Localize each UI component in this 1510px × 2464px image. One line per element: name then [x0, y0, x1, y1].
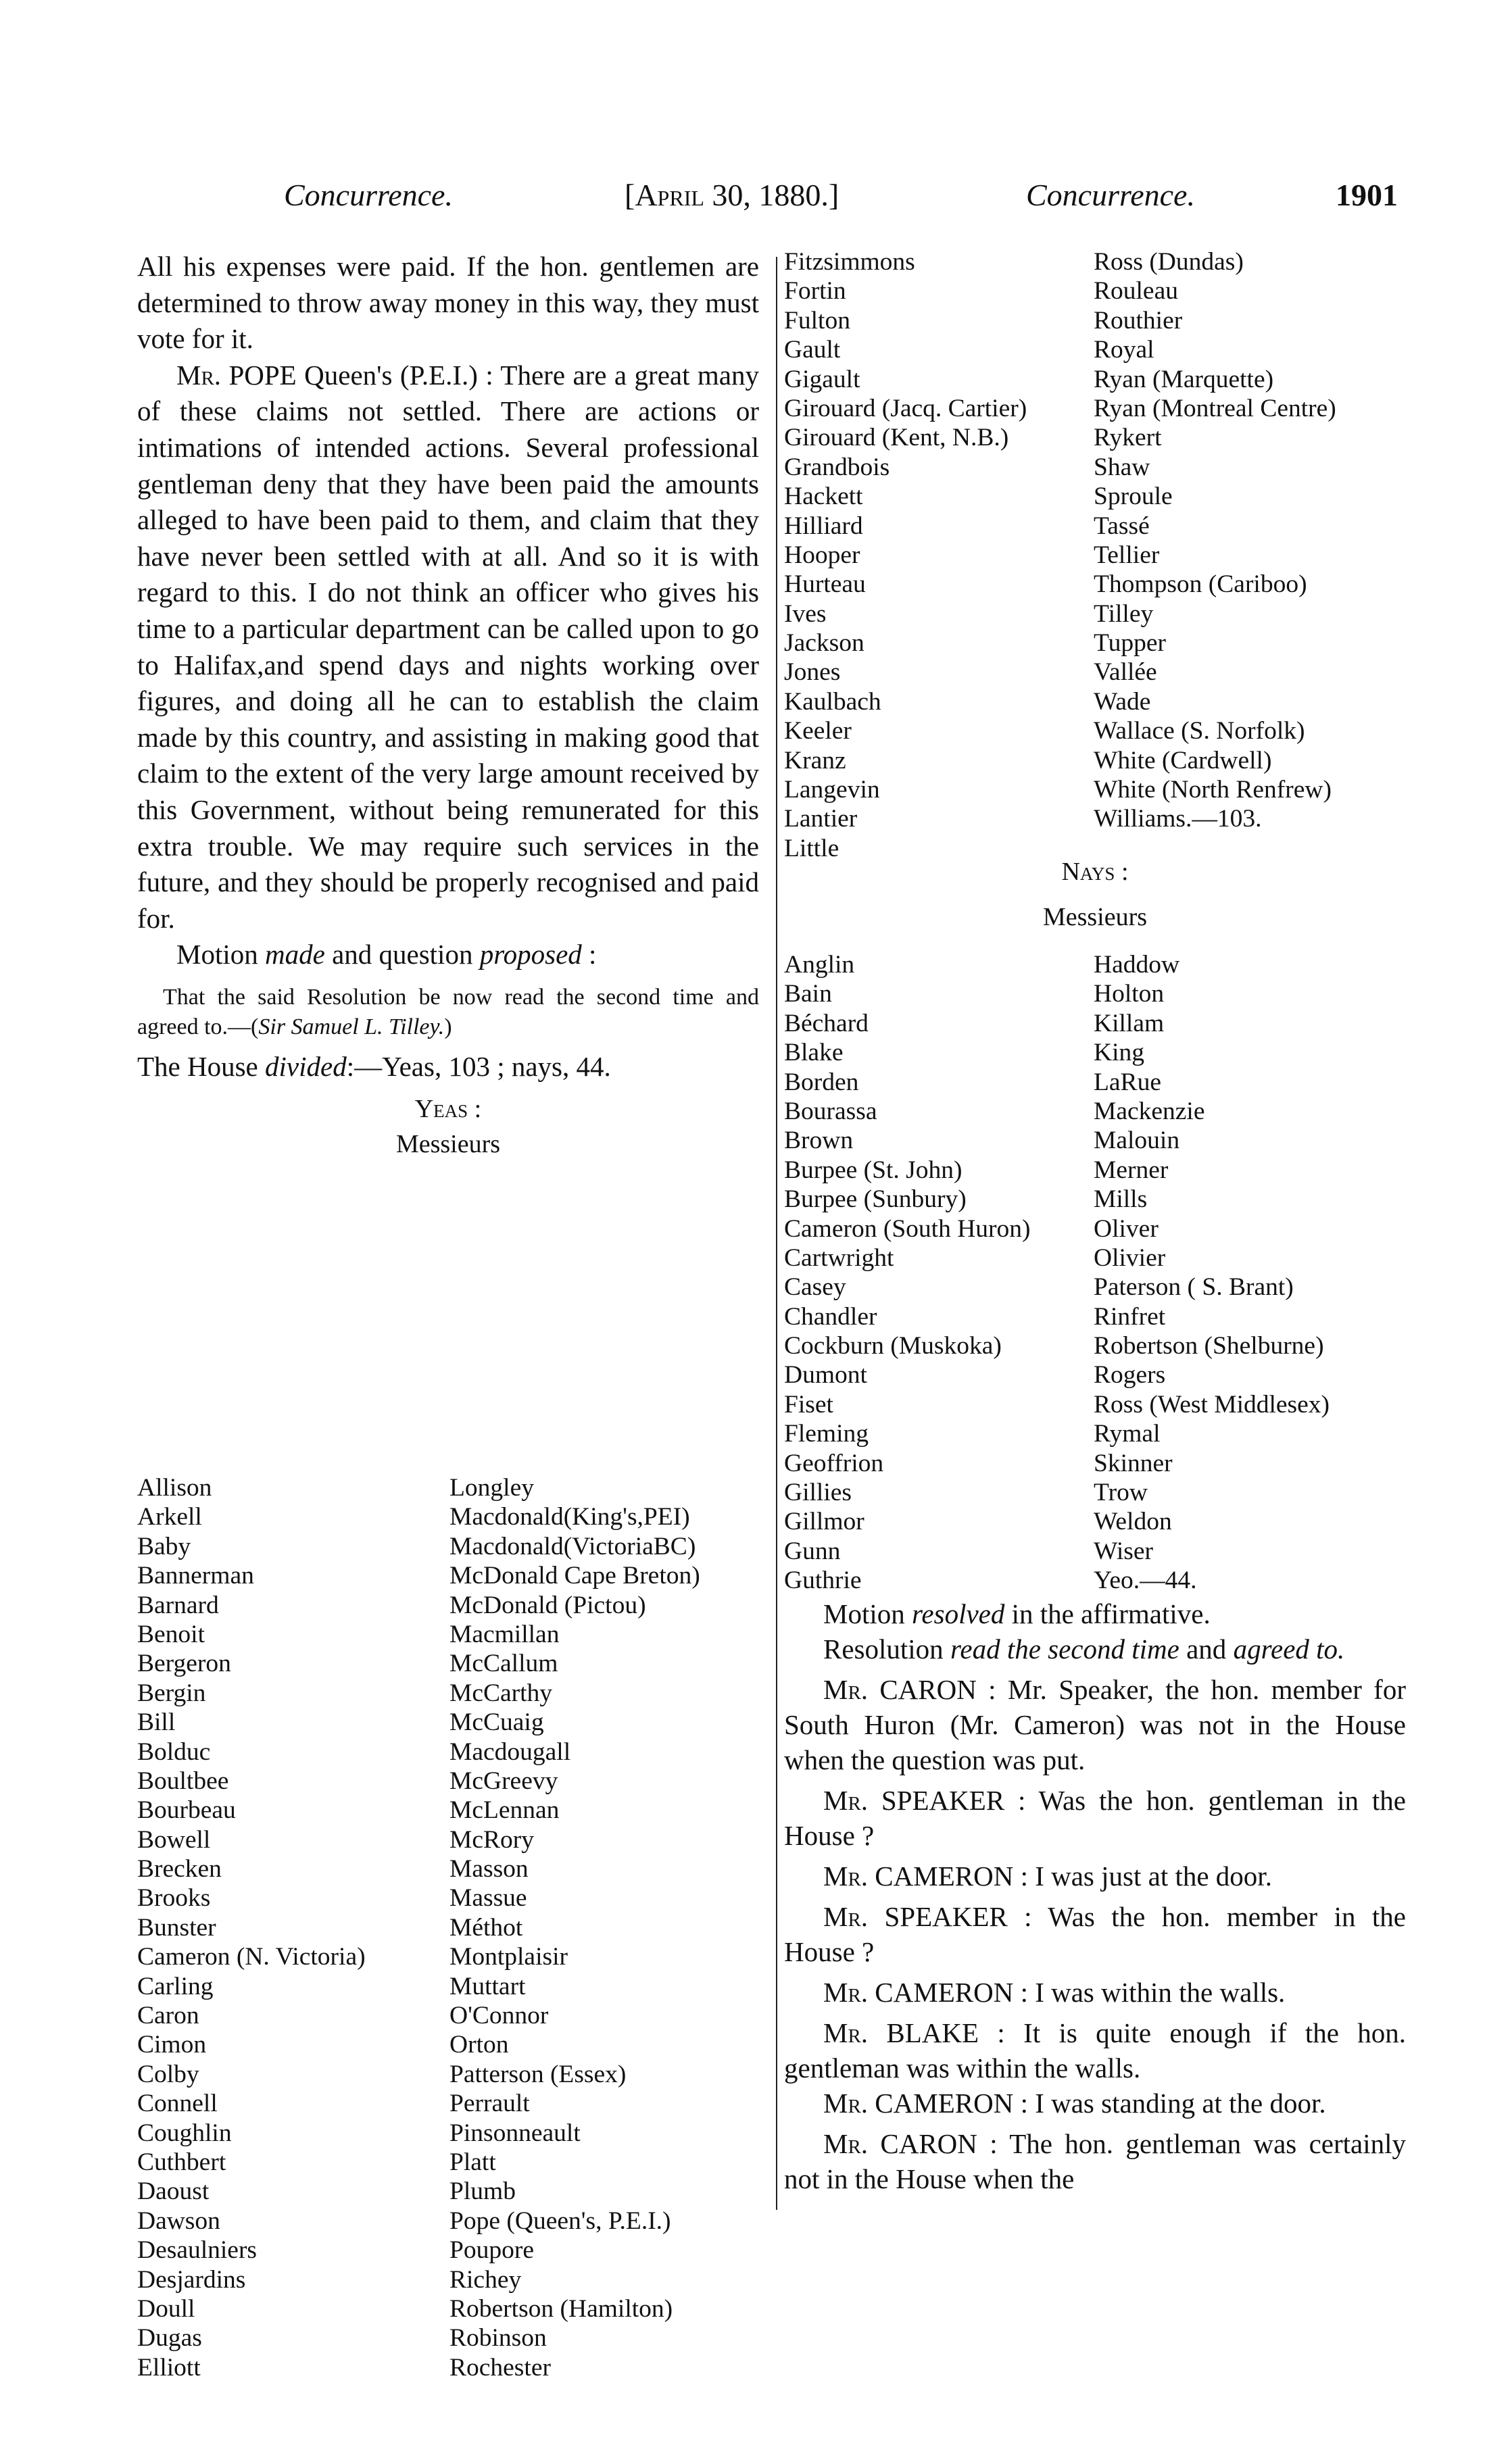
member-name: Tilley — [1094, 599, 1154, 628]
member-name: Sproule — [1094, 483, 1173, 511]
member-name: McLennan — [449, 1796, 560, 1825]
member-name: Tellier — [1094, 541, 1160, 569]
member-name: Masson — [449, 1855, 529, 1883]
member-name: Paterson ( S. Brant) — [1094, 1273, 1294, 1302]
yeas-list-col3 — [784, 247, 1027, 863]
member-name: Baby — [137, 1532, 191, 1560]
header-left-label: Concurrence. — [284, 178, 453, 212]
member-name: Pinsonneault — [449, 2119, 581, 2147]
member-name: Skinner — [1094, 1449, 1173, 1477]
member-name: Bourassa — [784, 1097, 877, 1125]
member-name: Rymal — [1094, 1420, 1161, 1448]
member-name: Wiser — [1094, 1537, 1154, 1565]
member-name: Borden — [784, 1068, 859, 1096]
member-name: Ross (West Middlesex) — [1094, 1390, 1330, 1419]
column-divider — [776, 257, 777, 2210]
member-name: Gigault — [784, 365, 860, 393]
member-name: Girouard (Jacq. Cartier) — [784, 394, 1027, 422]
member-name: Bowell — [137, 1825, 211, 1854]
member-name: McCarthy — [449, 1679, 553, 1707]
motion-proposed: Motion made and question proposed : — [176, 939, 597, 970]
member-name: Bill — [137, 1708, 176, 1737]
member-name: Macdonald(King's,PEI) — [449, 1503, 690, 1531]
member-name: White (Cardwell) — [1094, 746, 1272, 774]
member-name: Hurteau — [784, 570, 866, 599]
member-name: Hackett — [784, 483, 863, 511]
resolution-text: That the said Resolution be now read the second time and agreed to.—(Sir Samuel L. Tilley.) — [137, 984, 759, 1039]
member-name: McRory — [449, 1825, 534, 1854]
member-name: Haddow — [1094, 951, 1180, 979]
member-name: Fitzsimmons — [784, 248, 915, 276]
member-name: Gillies — [784, 1479, 852, 1507]
member-name: Malouin — [1094, 1127, 1180, 1155]
member-name: Richey — [449, 2265, 522, 2294]
member-name: Hooper — [784, 541, 860, 569]
member-name: Anglin — [784, 951, 855, 979]
member-name: Tupper — [1094, 629, 1166, 658]
member-name: Williams.—103. — [1094, 805, 1262, 833]
member-name: Cameron (South Huron) — [784, 1214, 1031, 1243]
motion-resolved: Motion resolved in the affirmative. — [823, 1598, 1211, 1629]
speaker-name: Mr. POPE — [176, 359, 297, 391]
member-name: Jones — [784, 658, 841, 687]
member-name: Wallace (S. Norfolk) — [1094, 717, 1305, 745]
member-name: Kaulbach — [784, 687, 881, 716]
member-name: Mackenzie — [1094, 1097, 1205, 1125]
header-date: [April 30, 1880.] — [625, 178, 839, 212]
member-name: Ives — [784, 599, 827, 628]
paragraph-cameron-1: Mr. CAMERON : I was just at the door. — [823, 1861, 1272, 1892]
member-name: Tassé — [1094, 512, 1150, 540]
member-name: McCuaig — [449, 1708, 544, 1737]
member-name: Plumb — [449, 2177, 516, 2206]
member-name: Caron — [137, 2002, 199, 2030]
member-name: Béchard — [784, 1009, 869, 1037]
member-name: Cartwright — [784, 1243, 894, 1272]
member-name: Colby — [137, 2060, 199, 2088]
member-name: Yeo.—44. — [1094, 1567, 1197, 1595]
member-name: Bannerman — [137, 1562, 254, 1590]
member-name: McDonald Cape Breton) — [449, 1562, 700, 1590]
member-name: Connell — [137, 2090, 218, 2118]
paragraph-speaker-1: Mr. SPEAKER : Was the hon. gentleman in the House ? — [784, 1785, 1406, 1851]
member-name: Weldon — [1094, 1508, 1172, 1536]
nays-heading: Nays : — [1061, 858, 1129, 886]
member-name: Bain — [784, 980, 832, 1008]
paragraph-cameron-2: Mr. CAMERON : I was within the walls. — [823, 1977, 1286, 2008]
member-name: Platt — [449, 2148, 496, 2176]
member-name: Burpee (St. John) — [784, 1156, 963, 1184]
yeas-list-col4 — [1094, 247, 1336, 834]
member-name: Carling — [137, 1972, 214, 2000]
member-name: Robertson (Hamilton) — [449, 2294, 673, 2323]
member-name: Bergeron — [137, 1650, 231, 1678]
member-name: Macdougall — [449, 1738, 571, 1766]
member-name: Méthot — [449, 1913, 523, 1942]
member-name: Royal — [1094, 336, 1154, 364]
member-name: Rochester — [449, 2353, 551, 2382]
member-name: Fortin — [784, 277, 846, 305]
member-name: Brecken — [137, 1855, 222, 1883]
member-name: Bunster — [137, 1913, 216, 1942]
member-name: Barnard — [137, 1591, 219, 1619]
member-name: Jackson — [784, 629, 864, 658]
member-name: Rykert — [1094, 424, 1162, 452]
member-name: Boultbee — [137, 1767, 229, 1795]
member-name: Little — [784, 834, 839, 862]
member-name: Grandbois — [784, 453, 890, 481]
member-name: Fleming — [784, 1420, 869, 1448]
member-name: Shaw — [1094, 453, 1150, 481]
page-number: 1901 — [1336, 178, 1398, 212]
right-column-text — [784, 1596, 1406, 2196]
member-name: Guthrie — [784, 1567, 862, 1595]
header-right-label: Concurrence. — [1026, 178, 1195, 212]
member-name: Ryan (Marquette) — [1094, 365, 1274, 393]
paragraph-expenses: All his expenses were paid. If the hon. gentlemen are determined to throw away money in this way, they must vote for it. — [137, 251, 759, 355]
member-name: Geoffrion — [784, 1449, 884, 1477]
member-name: Blake — [784, 1039, 844, 1067]
member-name: Bolduc — [137, 1738, 211, 1766]
member-name: Dawson — [137, 2207, 220, 2235]
member-name: Dugas — [137, 2324, 202, 2352]
member-name: Muttart — [449, 1972, 526, 2000]
member-name: Brown — [784, 1127, 854, 1155]
member-name: Ryan (Montreal Centre) — [1094, 394, 1336, 422]
member-name: Pope (Queen's, P.E.I.) — [449, 2207, 671, 2235]
member-name: Langevin — [784, 776, 880, 804]
member-name: Girouard (Kent, N.B.) — [784, 424, 1009, 452]
member-name: Burpee (Sunbury) — [784, 1185, 967, 1214]
member-name: Rouleau — [1094, 277, 1178, 305]
member-name: White (North Renfrew) — [1094, 776, 1332, 804]
member-name: McDonald (Pictou) — [449, 1591, 646, 1619]
member-name: Rogers — [1094, 1361, 1166, 1389]
member-name: Cuthbert — [137, 2148, 226, 2176]
nays-messieurs: Messieurs — [1042, 903, 1148, 931]
member-name: Macmillan — [449, 1620, 560, 1648]
member-name: Cockburn (Muskoka) — [784, 1332, 1002, 1360]
member-name: Rinfret — [1094, 1302, 1166, 1331]
member-name: Desaulniers — [137, 2236, 258, 2265]
member-name: Cameron (N. Victoria) — [137, 1943, 366, 1971]
member-name: Holton — [1094, 980, 1165, 1008]
member-name: Elliott — [137, 2353, 201, 2382]
member-name: Perrault — [449, 2090, 530, 2118]
member-name: McGreevy — [449, 1767, 558, 1795]
paragraph-cameron-3: Mr. CAMERON : I was standing at the door. — [823, 2088, 1326, 2119]
paragraph-blake: Mr. BLAKE : It is quite enough if the hon. gentleman was within the walls. — [784, 2017, 1406, 2084]
member-name: Massue — [449, 1884, 527, 1913]
member-name: Ross (Dundas) — [1094, 248, 1244, 276]
division-text: The House divided:—Yeas, 103 ; nays, 44. — [137, 1050, 611, 1082]
member-name: O'Connor — [449, 2002, 549, 2030]
member-name: Allison — [137, 1474, 212, 1502]
member-name: Chandler — [784, 1302, 877, 1331]
member-name: Cimon — [137, 2031, 207, 2059]
member-name: Macdonald(VictoriaBC) — [449, 1532, 696, 1560]
yeas-messieurs: Messieurs — [395, 1130, 501, 1159]
member-name: Wade — [1094, 687, 1151, 716]
member-name: Trow — [1094, 1479, 1148, 1507]
nays-list-col1 — [784, 950, 1031, 1596]
member-name: Fiset — [784, 1390, 833, 1419]
member-name: Daoust — [137, 2177, 210, 2206]
member-name: Bourbeau — [137, 1796, 236, 1825]
member-name: Gault — [784, 336, 841, 364]
yeas-list-col2 — [449, 1473, 700, 2382]
member-name: Oliver — [1094, 1214, 1159, 1243]
nays-list-col2 — [1094, 950, 1330, 1596]
member-name: Gunn — [784, 1537, 841, 1565]
paragraph-pope: Mr. POPE Queen's (P.E.I.) : There are a great many of these claims not settled. There are actions or intimations of intended actions. Several professional gentleman deny that they have been paid the amounts alleged to have been paid to them, and claim that they have never been settled with at all. And so it is with regard to this. I do not think an officer who gives his time to a particular department can be called upon to go to Halifax,and spend days and nights working over figures, and doing all he can to establish the claim made by this country, and assisting in making good that claim to the extent of the very large amount received by this Government, without being remunerated for this extra trouble. We may require such services in the future, and they should be properly recognised and paid for. — [137, 359, 759, 934]
member-name: Gillmor — [784, 1508, 864, 1536]
member-name: Killam — [1094, 1009, 1165, 1037]
member-name: Brooks — [137, 1884, 211, 1913]
member-name: Routhier — [1094, 306, 1183, 335]
member-name: Fulton — [784, 306, 850, 335]
resolution-read: Resolution read the second time and agreed to. — [823, 1633, 1345, 1665]
yeas-heading: Yeas : — [414, 1095, 482, 1124]
member-name: Mills — [1094, 1185, 1148, 1214]
member-name: Casey — [784, 1273, 846, 1302]
member-name: Poupore — [449, 2236, 534, 2265]
member-name: McCallum — [449, 1650, 558, 1678]
member-name: King — [1094, 1039, 1144, 1067]
member-name: Thompson (Cariboo) — [1094, 570, 1307, 599]
paragraph-caron-1: Mr. CARON : Mr. Speaker, the hon. member for South Huron (Mr. Cameron) was not in the House when the question was put. — [784, 1674, 1406, 1775]
member-name: Vallée — [1094, 658, 1157, 687]
member-name: Lantier — [784, 805, 858, 833]
yeas-list-col1 — [137, 1473, 366, 2382]
member-name: Keeler — [784, 717, 852, 745]
member-name: Dumont — [784, 1361, 867, 1389]
member-name: Longley — [449, 1474, 534, 1502]
member-name: Bergin — [137, 1679, 206, 1707]
paragraph-speaker-2: Mr. SPEAKER : Was the hon. member in the House ? — [784, 1901, 1407, 1967]
member-name: Montplaisir — [449, 1943, 568, 1971]
left-column — [137, 249, 759, 1162]
member-name: Merner — [1094, 1156, 1169, 1184]
member-name: Olivier — [1094, 1243, 1166, 1272]
member-name: Hilliard — [784, 512, 863, 540]
member-name: Kranz — [784, 746, 846, 774]
paragraph-caron-2: Mr. CARON : The hon. gentleman was certainly not in the House when the — [784, 2128, 1406, 2194]
member-name: Robinson — [449, 2324, 547, 2352]
member-name: Doull — [137, 2294, 195, 2323]
member-name: Patterson (Essex) — [449, 2060, 627, 2088]
member-name: Coughlin — [137, 2119, 232, 2147]
member-name: Benoit — [137, 1620, 205, 1648]
member-name: Robertson (Shelburne) — [1094, 1332, 1324, 1360]
member-name: Orton — [449, 2031, 509, 2059]
member-name: Desjardins — [137, 2265, 246, 2294]
member-name: LaRue — [1094, 1068, 1161, 1096]
member-name: Arkell — [137, 1503, 202, 1531]
